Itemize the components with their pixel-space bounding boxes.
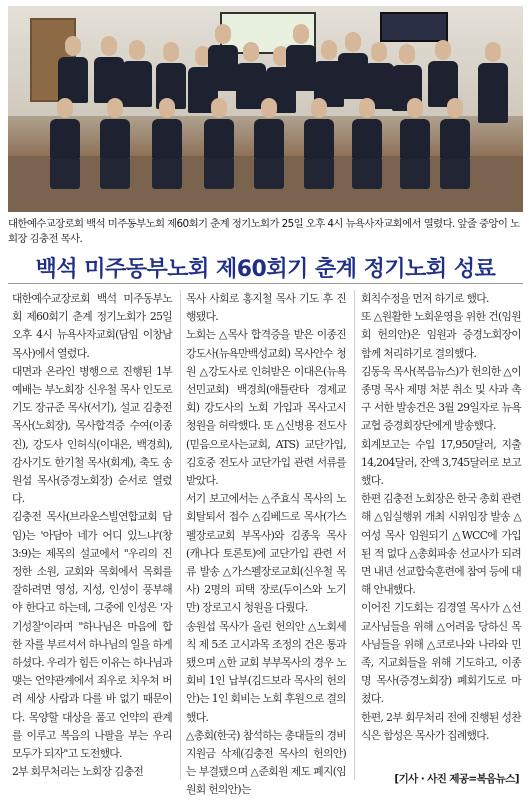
photo-person [478,42,508,123]
photo-person [122,40,152,107]
article-column-1 [12,290,172,781]
photo-caption: 대한예수교장로회 백석 미주동부노회 제60회기 춘계 정기노회가 25일 오후 4시 뉴욕사자교회에서 열렸다. 앞줄 중앙이 노회장 김충전 목사. [8,218,520,245]
article-headline: 백석 미주동부노회 제60회기 춘계 정기노회 성료 [35,257,496,282]
photo-tv-screen [380,12,448,42]
photo-person [152,98,182,189]
photo-person [100,98,130,189]
article-text: 회칙수정을 먼저 하기로 했다. 또 △원활한 노회운영을 위한 건(임원회 헌의안)은 임원과 증경노회장이 함께 처리하기로 결의했다. 김동욱 목사(복음뉴스)가 헌의한 △이종명 목사 제명 처분 취소 및 사과 촉구 서한 발송건은 3월 29일자로 뉴욕교협 증경회장단에게 발송했다. 회계보고는 수입 17,950달러, 지출 14,204달러, 잔액 3,745달러로 보고했다. 한편 김충전 노회장은 한국 총회 관련해 △임실행위 개최 시위임장 발송 △여성 목사 임원되기 △WCC에 가입된 적 없다 △총회파송 선교사가 되려면 내년 선교합숙훈련에 참여 등에 대해 안내했다. 이어진 기도회는 김경열 목사가 △선교사님들을 위해 △어려움 당하신 목사님들을 위해 △코로나와 나라와 민족, 지교회들을 위해 기도하고, 이종명 목사(증경노회장) 폐회기도로 마쳤다. 한편, 2부 회무처리 전에 진행된 성찬식은 함성은 목사가 집례했다. [361,292,521,742]
photo-person [204,98,234,189]
photo-person [352,98,382,189]
article-column-3 [361,290,521,745]
photo-person [286,24,316,91]
group-photo [8,6,523,212]
column-divider [354,290,355,780]
photo-person [58,36,88,103]
column-divider [180,290,181,780]
photo-person [208,24,238,91]
article-credit: [기사 · 사진 제공=복음뉴스] [392,770,521,787]
headline-divider [8,283,523,284]
article-text: 대한예수교장로회 백석 미주동부노회 제60회기 춘계 정기노회가 25일 오후 4시 뉴욕사자교회(담임 이창남 목사)에서 열렸다. 대면과 온라인 병행으로 진행된 1부 예배는 부노회장 신우철 목사 인도로 기도 장규준 목사(서기), 설교 김충전 목사(노회장), 목사합격증 수여(이종진), 강도사 인허식(이대은, 백경희), 감사기도 한기철 목사(회계), 축도 송원섭 목사(증경노회장) 순서로 열렸다. 김충전 목사(브라운스빌연합교회 담임)는 '아담아 네가 어디 있느냐'(창3:9)는 제목의 설교에서 "우리의 진정한 소원, 교회와 목회에서 목회를 잘하려면 영성, 지성, 인성이 풍부해야 한다고 하는데, 그중에 인성은 '자기성찰'이라며 "하나님은 마음에 합한 자를 부르셔서 하나님의 일을 하게 하셨다. 우리가 힘든 이유는 하나님과 맺는 언약관계에서 죄우로 치우쳐 버려 세상 사람과 다를 바 없기 때문이다. 목양할 대상을 품고 언약의 관계를 이루고 복음의 나팔을 부는 우리 모두가 되자"고 도전했다. 2부 회무처리는 노회장 김충전 [12,292,172,779]
photo-person [428,40,458,107]
article-text: 목사 사회로 홍지철 목사 기도 후 진행됐다. 노회는 △목사 합격증을 받은 이종진 강도사(뉴욕만백성교회) 목사안수 청원 △강도사로 인허받은 이대은(뉴욕선민교회) 백경희(애틀란타 경제교회) 강도사의 노회 가입과 목사고시 청원을 허락했다. 또 △신병용 전도사(믿음으로사는교회, ATS) 교단가입, 김호중 전도사 교단가입 관련 서류를 받았다. 서기 보고에서는 △주효식 목사의 노회탈퇴서 접수 △김베드로 목사(가스펠장로교회 부목사)와 김종욱 목사(캐나다 토론토)에 교단가입 관련 서류 발송 △가스펠장로교회(신우철 목사) 2명의 피택 장로(두이스와 노기만) 장로고시 청원을 다뤘다. 송원섭 목사가 올린 헌의안 △노회세칙 제 5조 고시과목 조정의 건은 통과됐으며 △한 교회 부부목사의 경우 노회비 1인 납부(김드보라 목사의 헌의안)는 1인 회비는 노회 후원으로 결의했다. △총회(한국) 참석하는 총대들의 경비 지원금 삭제(김충전 목사의 헌의안)는 부결됐으며 △준회원 제도 폐지(임원회 헌의안)는 [186,292,346,797]
photo-person [440,98,470,189]
photo-person [50,98,80,189]
photo-person [254,98,284,189]
photo-person [304,98,334,189]
photo-person [400,98,430,189]
article-column-2 [186,290,346,800]
photo-person [94,36,124,103]
